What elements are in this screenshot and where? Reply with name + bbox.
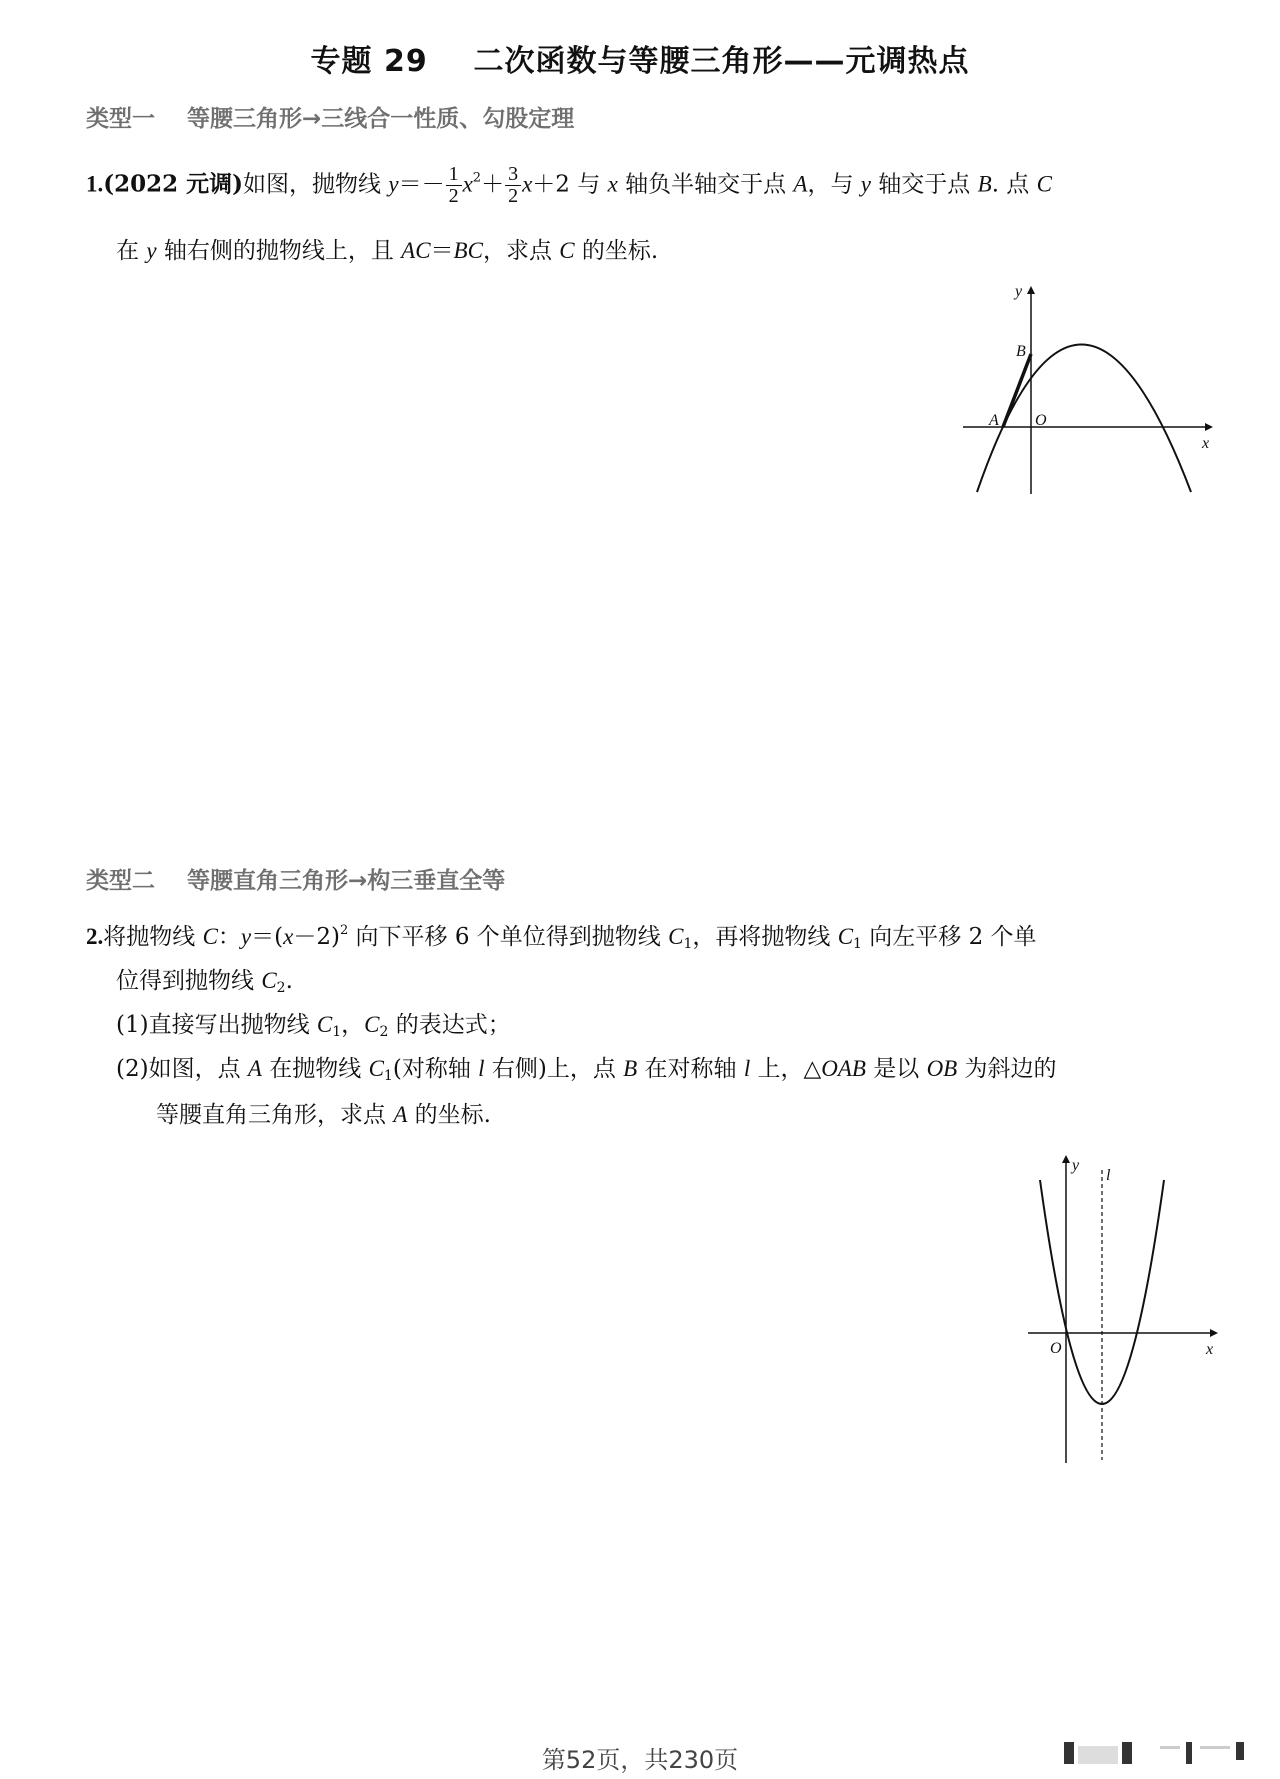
q2-subscript: 2 — [276, 980, 286, 996]
q2-var: x — [283, 924, 294, 949]
q1-parabola-figure — [955, 282, 1215, 502]
q2-text: ＝( — [251, 924, 284, 950]
q1-text: 如图，抛物线 — [243, 171, 389, 198]
view-mode-icon[interactable] — [1064, 1742, 1132, 1764]
q1-text: ＝ — [430, 238, 454, 264]
q2-part-2-cont — [156, 1096, 491, 1129]
q2-text: (2)如图，点 — [116, 1056, 248, 1082]
q1-text: 轴交于点 — [871, 171, 978, 198]
q2-var: B — [623, 1056, 638, 1081]
q1-var: C — [559, 238, 575, 263]
q1-number: 1. — [86, 171, 104, 197]
q2-exponent: 2 — [339, 923, 349, 938]
origin-label: O — [1035, 412, 1047, 429]
q1-var: x — [607, 171, 618, 197]
fraction-numerator: 1 — [446, 164, 462, 186]
q2-subscript: 1 — [383, 1068, 393, 1084]
q2-text: (1)直接写出抛物线 — [116, 1012, 317, 1038]
q1-text: ＋ — [481, 171, 505, 198]
q2-text: ， — [341, 1012, 365, 1038]
y-axis-label: y — [1072, 1157, 1080, 1174]
q2-text: 在对称轴 — [637, 1056, 744, 1082]
q1-text: ＋2 与 — [532, 171, 608, 198]
q2-text: 的表达式； — [388, 1012, 511, 1038]
q2-subscript: 1 — [683, 936, 693, 952]
q1-text: 在 — [116, 238, 147, 264]
q1-text: . 点 — [991, 171, 1037, 198]
symmetry-axis-label: l — [1106, 1167, 1111, 1184]
q2-var: l — [743, 1056, 751, 1081]
q2-var: C — [837, 924, 854, 949]
q1-var: x — [522, 171, 533, 197]
q1-text: 的坐标. — [574, 238, 659, 264]
q2-text: －2) — [293, 924, 340, 950]
q2-var: C — [202, 924, 218, 949]
q2-var: C — [316, 1012, 333, 1037]
q2-text: 在抛物线 — [261, 1056, 369, 1082]
q1-var: B — [977, 171, 992, 197]
q2-var: C — [364, 1012, 380, 1037]
q1-fraction-1 — [446, 164, 462, 207]
q2-line-2 — [116, 962, 293, 996]
q2-text: 是以 — [865, 1056, 927, 1082]
q2-line-1 — [86, 918, 1037, 952]
q2-var: l — [478, 1056, 485, 1081]
point-a-label: A — [989, 412, 999, 429]
q1-source-tag: (2022 元调) — [103, 170, 244, 198]
menu-icon[interactable] — [1160, 1742, 1244, 1764]
x-axis-label: x — [1202, 435, 1210, 452]
section-heading-type-1: 类型一 等腰三角形→三线合一性质、勾股定理 — [86, 106, 575, 132]
q2-text: 将抛物线 — [103, 924, 203, 950]
q2-subscript: 1 — [332, 1024, 342, 1040]
q1-text: ，与 — [807, 171, 861, 198]
q1-text: ＝－ — [398, 171, 445, 198]
q2-text: 右侧)上，点 — [484, 1056, 624, 1082]
q2-var: OAB — [821, 1056, 866, 1081]
q2-text: 向左平移 2 个单 — [861, 924, 1037, 950]
q2-subscript: 2 — [379, 1024, 389, 1040]
q1-line-2 — [116, 232, 658, 265]
q1-var: y — [146, 238, 157, 263]
q1-exponent: 2 — [472, 170, 482, 186]
page-indicator: 第52页，共230页 — [541, 1746, 739, 1774]
q2-parabola-figure — [1020, 1148, 1220, 1468]
q2-subscript: 1 — [853, 936, 862, 952]
q1-text: ，求点 — [482, 238, 560, 264]
q1-var: C — [1036, 171, 1052, 197]
q2-var: OB — [926, 1056, 958, 1081]
q2-text: ，再将抛物线 — [692, 924, 838, 950]
q1-var: x — [462, 171, 473, 197]
q1-var: y — [860, 171, 871, 197]
q2-var: C — [368, 1056, 384, 1081]
q1-line-1 — [86, 164, 1052, 207]
point-b-label: B — [1016, 343, 1026, 360]
fraction-denominator: 2 — [508, 185, 519, 207]
q1-fraction-2 — [505, 164, 521, 207]
y-axis-arrow-icon — [1062, 1155, 1070, 1163]
y-axis-arrow-icon — [1027, 286, 1035, 294]
q2-text: 位得到抛物线 — [116, 968, 262, 994]
q2-number: 2. — [86, 924, 104, 949]
section-heading-type-2: 类型二 等腰直角三角形→构三垂直全等 — [86, 868, 506, 894]
q2-var: A — [247, 1056, 262, 1081]
q2-text: 向下平移 6 个单位得到抛物线 — [348, 924, 669, 950]
x-axis-arrow-icon — [1210, 1329, 1218, 1337]
q2-text: (对称轴 — [392, 1056, 479, 1082]
q1-text: 轴右侧的抛物线上，且 — [156, 238, 402, 264]
fraction-denominator: 2 — [448, 185, 459, 207]
origin-label: O — [1050, 1340, 1062, 1357]
segment-ab — [1003, 354, 1031, 427]
q2-part-1 — [116, 1006, 511, 1040]
q2-text: ： — [217, 924, 241, 950]
q2-part-2 — [116, 1050, 1057, 1084]
q2-text: 等腰直角三角形，求点 — [156, 1102, 394, 1128]
x-axis-arrow-icon — [1205, 423, 1213, 431]
q2-text: 为斜边的 — [957, 1056, 1057, 1082]
parabola-curve — [977, 345, 1191, 493]
q2-text: 上，△ — [750, 1056, 822, 1082]
q1-var: A — [793, 171, 808, 197]
q2-var: A — [393, 1102, 408, 1127]
footer-toolbar — [1060, 1738, 1260, 1768]
q1-var: AC — [401, 238, 431, 263]
q1-var: y — [388, 171, 399, 197]
page-title: 专题 29 二次函数与等腰三角形——元调热点 — [310, 44, 970, 79]
q2-text: 的坐标. — [407, 1102, 491, 1128]
q1-text: 轴负半轴交于点 — [617, 171, 794, 198]
q2-var: C — [261, 968, 277, 993]
x-axis-label: x — [1206, 1341, 1214, 1358]
fraction-numerator: 3 — [505, 164, 521, 186]
q2-text: . — [285, 968, 293, 994]
q2-var: y — [240, 924, 252, 949]
y-axis-label: y — [1015, 283, 1023, 300]
q1-var: BC — [453, 238, 483, 263]
q2-var: C — [668, 924, 684, 949]
